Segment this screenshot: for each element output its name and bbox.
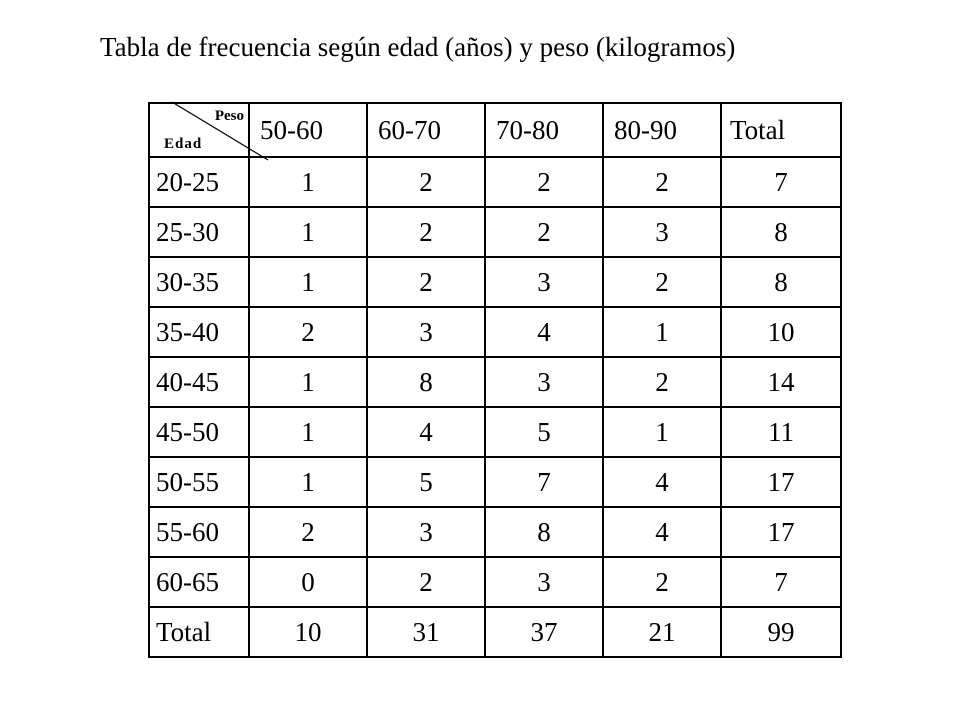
- table-cell: 2: [603, 157, 721, 207]
- table-row: [149, 457, 841, 507]
- table-row: [149, 257, 841, 307]
- table-cell: 2: [603, 357, 721, 407]
- table-row: [149, 407, 841, 457]
- table-row: [149, 557, 841, 607]
- table-cell: 5: [367, 457, 485, 507]
- table-cell: 1: [249, 157, 367, 207]
- table-cell: 31: [367, 607, 485, 657]
- table-cell: 3: [603, 207, 721, 257]
- table-row: [149, 157, 841, 207]
- column-header: 80-90: [603, 103, 721, 157]
- row-total-cell: 99: [721, 607, 841, 657]
- row-header: 40-45: [149, 357, 249, 407]
- table-cell: 3: [367, 507, 485, 557]
- table-cell: 2: [485, 207, 603, 257]
- row-header: 35-40: [149, 307, 249, 357]
- row-header: 30-35: [149, 257, 249, 307]
- table-cell: 3: [485, 557, 603, 607]
- table-cell: 4: [367, 407, 485, 457]
- column-header: 50-60: [249, 103, 367, 157]
- table-cell: 1: [249, 407, 367, 457]
- table-row: [149, 507, 841, 557]
- table-cell: 2: [367, 207, 485, 257]
- row-total-cell: 7: [721, 557, 841, 607]
- row-total-cell: 7: [721, 157, 841, 207]
- table-row: [149, 357, 841, 407]
- table-row: [149, 307, 841, 357]
- column-header: 60-70: [367, 103, 485, 157]
- row-total-cell: 14: [721, 357, 841, 407]
- column-header: Total: [721, 103, 841, 157]
- table-cell: 2: [603, 257, 721, 307]
- table-cell: 4: [603, 457, 721, 507]
- table-cell: 2: [603, 557, 721, 607]
- table-cell: 1: [249, 357, 367, 407]
- row-header: 20-25: [149, 157, 249, 207]
- table-cell: 8: [367, 357, 485, 407]
- table-cell: 7: [485, 457, 603, 507]
- row-total-cell: 11: [721, 407, 841, 457]
- row-total-cell: 8: [721, 257, 841, 307]
- table-cell: 8: [485, 507, 603, 557]
- table-cell: 0: [249, 557, 367, 607]
- column-header: 70-80: [485, 103, 603, 157]
- table-cell: 4: [603, 507, 721, 557]
- corner-row-axis-label: Edad: [164, 136, 203, 152]
- table-cell: 21: [603, 607, 721, 657]
- table-cell: 1: [249, 257, 367, 307]
- table-title: Tabla de frecuencia según edad (años) y peso (kilogramos): [100, 32, 736, 62]
- table-cell: 37: [485, 607, 603, 657]
- table-cell: 3: [367, 307, 485, 357]
- table-cell: 2: [367, 257, 485, 307]
- table-cell: 2: [249, 307, 367, 357]
- table-body: [149, 103, 841, 657]
- row-header: 55-60: [149, 507, 249, 557]
- row-total-cell: 10: [721, 307, 841, 357]
- frequency-table: [148, 102, 842, 658]
- total-row: [149, 607, 841, 657]
- row-header: Total: [149, 607, 249, 657]
- header-row: [149, 103, 841, 157]
- table-cell: 4: [485, 307, 603, 357]
- row-header: 60-65: [149, 557, 249, 607]
- row-header: 50-55: [149, 457, 249, 507]
- row-total-cell: 8: [721, 207, 841, 257]
- corner-column-axis-label: Peso: [214, 108, 244, 124]
- row-total-cell: 17: [721, 457, 841, 507]
- table-cell: 3: [485, 257, 603, 307]
- table-cell: 2: [367, 157, 485, 207]
- table-cell: 10: [249, 607, 367, 657]
- table-cell: 1: [249, 207, 367, 257]
- table-cell: 1: [603, 307, 721, 357]
- table-cell: 3: [485, 357, 603, 407]
- table-row: [149, 207, 841, 257]
- table-cell: 5: [485, 407, 603, 457]
- row-total-cell: 17: [721, 507, 841, 557]
- table-cell: 2: [249, 507, 367, 557]
- table-cell: 2: [485, 157, 603, 207]
- table-cell: 2: [367, 557, 485, 607]
- corner-cell: [149, 103, 249, 157]
- table-cell: 1: [603, 407, 721, 457]
- row-header: 45-50: [149, 407, 249, 457]
- row-header: 25-30: [149, 207, 249, 257]
- table-cell: 1: [249, 457, 367, 507]
